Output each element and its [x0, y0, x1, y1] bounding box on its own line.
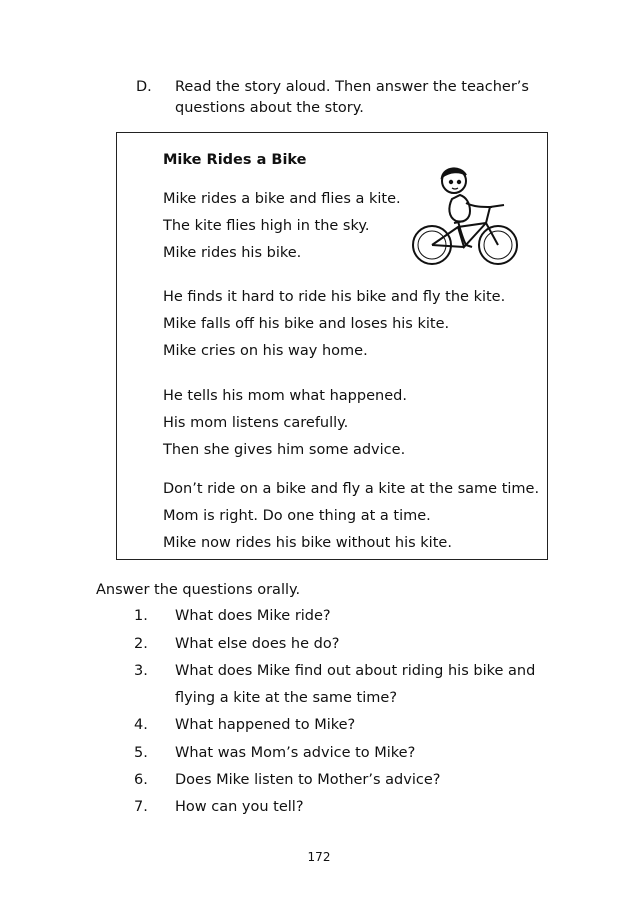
story-line: Mike rides a bike and flies a kite.: [163, 191, 401, 207]
question-text-continued: flying a kite at the same time?: [175, 690, 398, 706]
question-text: Does Mike listen to Mother’s advice?: [175, 772, 441, 788]
instruction-line: Read the story aloud. Then answer the teacher’s: [175, 79, 529, 95]
questions-heading: Answer the questions orally.: [96, 582, 301, 598]
story-line: Mike rides his bike.: [163, 245, 302, 261]
story-title: Mike Rides a Bike: [163, 152, 307, 168]
question-number: 6.: [134, 772, 148, 788]
story-line: He tells his mom what happened.: [163, 388, 407, 404]
question-text: What does Mike ride?: [175, 608, 331, 624]
question-number: 4.: [134, 717, 148, 733]
question-number: 7.: [134, 799, 148, 815]
story-line: Mike now rides his bike without his kite.: [163, 535, 452, 551]
question-number: 2.: [134, 636, 148, 652]
boy-on-bike-illustration: [408, 163, 524, 273]
question-text: How can you tell?: [175, 799, 304, 815]
story-line: Mike falls off his bike and loses his kite.: [163, 316, 450, 332]
story-line: Don’t ride on a bike and fly a kite at the same time.: [163, 481, 540, 497]
page-number: 172: [307, 850, 331, 864]
question-text: What happened to Mike?: [175, 717, 356, 733]
story-line: The kite flies high in the sky.: [163, 218, 370, 234]
question-text: What was Mom’s advice to Mike?: [175, 745, 416, 761]
instruction-line: questions about the story.: [175, 100, 364, 116]
question-text: What does Mike find out about riding his bike and: [175, 663, 536, 679]
story-line: Mike cries on his way home.: [163, 343, 368, 359]
question-text: What else does he do?: [175, 636, 340, 652]
story-line: His mom listens carefully.: [163, 415, 349, 431]
question-number: 1.: [134, 608, 148, 624]
story-line: Mom is right. Do one thing at a time.: [163, 508, 431, 524]
question-number: 5.: [134, 745, 148, 761]
story-line: Then she gives him some advice.: [163, 442, 406, 458]
instruction-letter: D.: [136, 79, 152, 95]
story-line: He finds it hard to ride his bike and fly the kite.: [163, 289, 506, 305]
question-number: 3.: [134, 663, 148, 679]
